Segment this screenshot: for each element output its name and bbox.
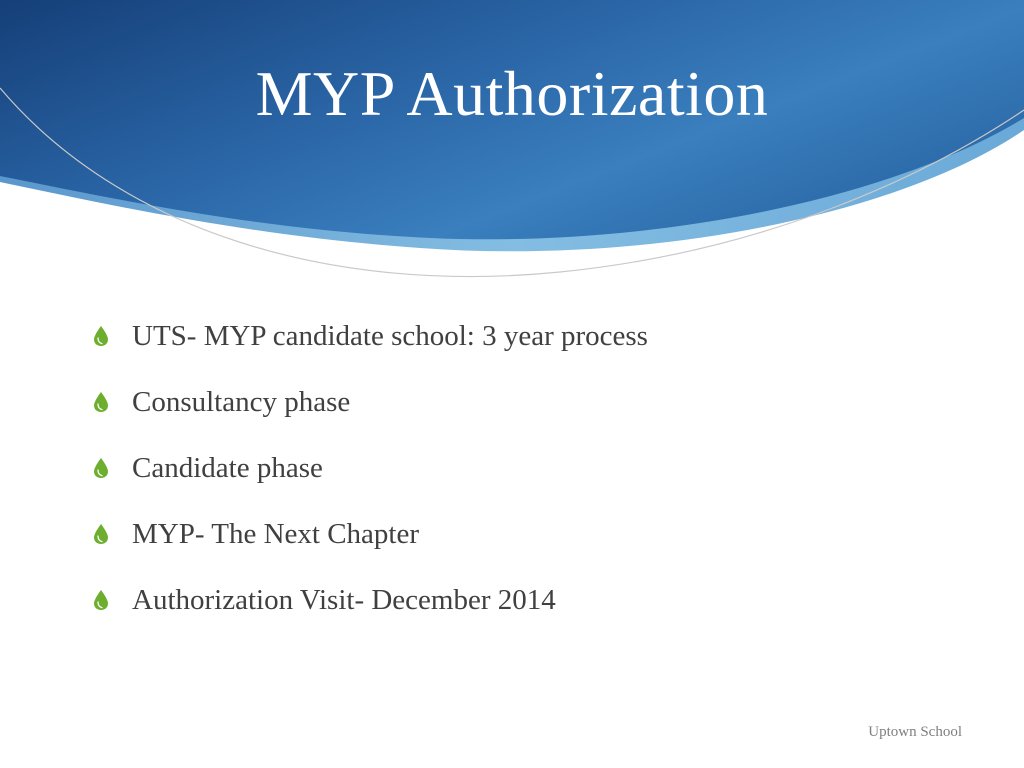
header-swoosh-background: [0, 0, 1024, 300]
leaf-drop-icon: [92, 391, 110, 413]
leaf-drop-icon: [92, 589, 110, 611]
bullet-item: [92, 580, 648, 620]
slide-title: MYP Authorization: [255, 58, 769, 129]
bullet-item: [92, 448, 648, 488]
bullet-text: Candidate phase: [132, 451, 323, 484]
bullet-item: [92, 514, 648, 554]
leaf-drop-icon: [92, 325, 110, 347]
bullet-item: [92, 316, 648, 356]
bullet-text: Authorization Visit- December 2014: [132, 583, 556, 616]
leaf-drop-icon: [92, 523, 110, 545]
bullet-text: MYP- The Next Chapter: [132, 517, 419, 550]
footer-label: Uptown School: [868, 724, 962, 740]
leaf-drop-icon: [92, 457, 110, 479]
bullet-list: [92, 316, 648, 646]
bullet-text: Consultancy phase: [132, 385, 351, 418]
bullet-text: UTS- MYP candidate school: 3 year process: [132, 319, 648, 352]
bullet-item: [92, 382, 648, 422]
